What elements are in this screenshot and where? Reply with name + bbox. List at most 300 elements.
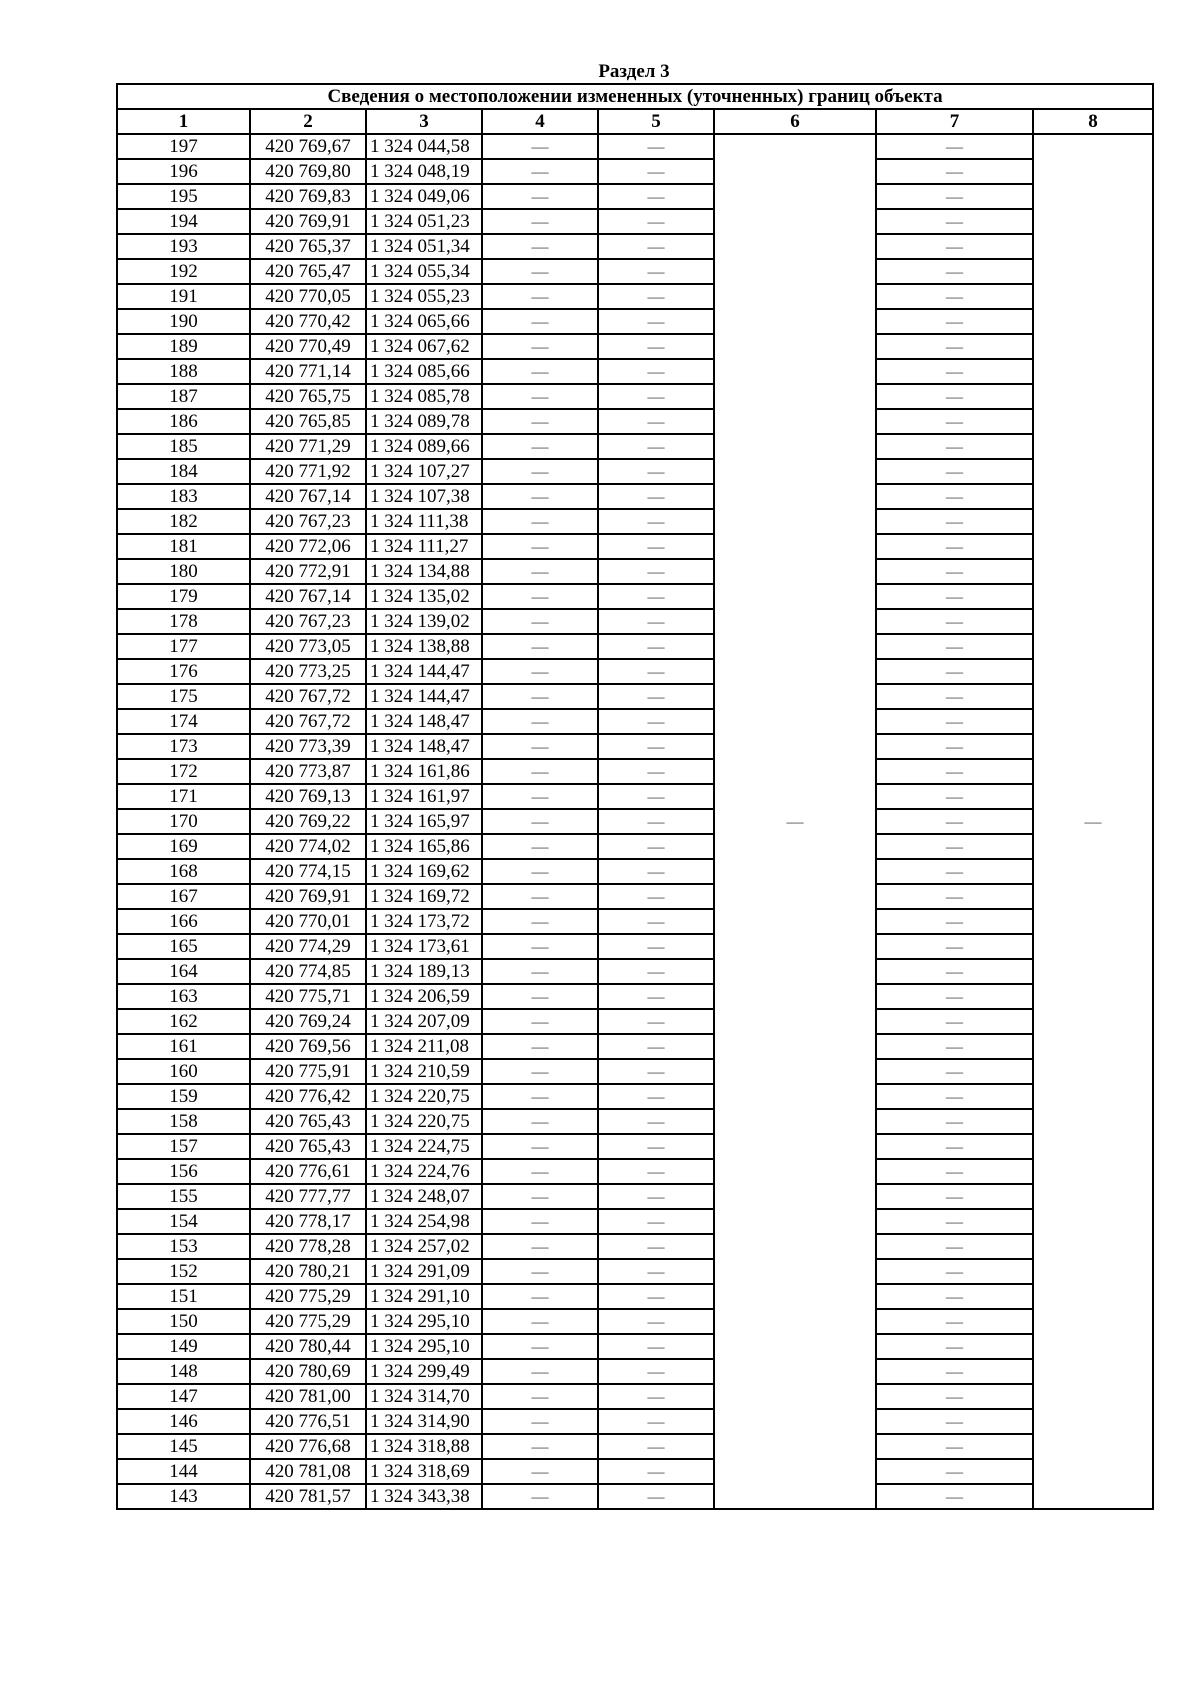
table-row [117, 459, 1153, 484]
point-number-cell: 145 [117, 1434, 250, 1459]
x-coordinate-cell: 420 770,49 [250, 334, 366, 359]
table-row [117, 159, 1153, 184]
table-row [117, 384, 1153, 409]
table-caption: Сведения о местоположении измененных (уточненных) границ объекта [117, 84, 1153, 109]
x-coordinate-cell: 420 781,00 [250, 1384, 366, 1409]
y-coordinate-cell: 1 324 049,06 [366, 184, 482, 209]
table-row [117, 1209, 1153, 1234]
x-coordinate-cell: 420 773,25 [250, 659, 366, 684]
column-5-cell: — [598, 1134, 714, 1159]
x-coordinate-cell: 420 765,85 [250, 409, 366, 434]
column-7-cell: — [876, 509, 1033, 534]
y-coordinate-cell: 1 324 169,62 [366, 859, 482, 884]
column-4-cell: — [482, 709, 598, 734]
column-5-cell: — [598, 184, 714, 209]
column-5-cell: — [598, 359, 714, 384]
x-coordinate-cell: 420 771,92 [250, 459, 366, 484]
y-coordinate-cell: 1 324 089,66 [366, 434, 482, 459]
x-coordinate-cell: 420 765,37 [250, 234, 366, 259]
y-coordinate-cell: 1 324 148,47 [366, 709, 482, 734]
column-5-cell: — [598, 134, 714, 159]
column-7-cell: — [876, 784, 1033, 809]
y-coordinate-cell: 1 324 220,75 [366, 1084, 482, 1109]
point-number-cell: 156 [117, 1159, 250, 1184]
point-number-cell: 147 [117, 1384, 250, 1409]
column-4-cell: — [482, 909, 598, 934]
column-4-cell: — [482, 359, 598, 384]
table-row [117, 1184, 1153, 1209]
y-coordinate-cell: 1 324 051,23 [366, 209, 482, 234]
point-number-cell: 185 [117, 434, 250, 459]
table-row [117, 609, 1153, 634]
point-number-cell: 158 [117, 1109, 250, 1134]
x-coordinate-cell: 420 769,91 [250, 209, 366, 234]
column-7-cell: — [876, 1384, 1033, 1409]
column-7-cell: — [876, 684, 1033, 709]
x-coordinate-cell: 420 780,44 [250, 1334, 366, 1359]
document-page [116, 60, 1152, 1510]
y-coordinate-cell: 1 324 165,97 [366, 809, 482, 834]
column-5-cell: — [598, 634, 714, 659]
point-number-cell: 187 [117, 384, 250, 409]
column-5-cell: — [598, 734, 714, 759]
y-coordinate-cell: 1 324 161,86 [366, 759, 482, 784]
y-coordinate-cell: 1 324 224,76 [366, 1159, 482, 1184]
column-7-cell: — [876, 759, 1033, 784]
column-4-cell: — [482, 1459, 598, 1484]
column-7-cell: — [876, 134, 1033, 159]
point-number-cell: 149 [117, 1334, 250, 1359]
y-coordinate-cell: 1 324 248,07 [366, 1184, 482, 1209]
table-row [117, 284, 1153, 309]
column-5-cell: — [598, 859, 714, 884]
x-coordinate-cell: 420 774,85 [250, 959, 366, 984]
y-coordinate-cell: 1 324 111,38 [366, 509, 482, 534]
table-row [117, 684, 1153, 709]
y-coordinate-cell: 1 324 144,47 [366, 659, 482, 684]
point-number-cell: 188 [117, 359, 250, 384]
column-4-cell: — [482, 809, 598, 834]
y-coordinate-cell: 1 324 189,13 [366, 959, 482, 984]
x-coordinate-cell: 420 769,83 [250, 184, 366, 209]
y-coordinate-cell: 1 324 107,27 [366, 459, 482, 484]
column-5-cell: — [598, 334, 714, 359]
column-7-cell: — [876, 559, 1033, 584]
point-number-cell: 197 [117, 134, 250, 159]
column-4-cell: — [482, 734, 598, 759]
table-row [117, 959, 1153, 984]
x-coordinate-cell: 420 767,23 [250, 609, 366, 634]
y-coordinate-cell: 1 324 135,02 [366, 584, 482, 609]
column-header: 3 [366, 109, 482, 134]
column-7-cell: — [876, 1209, 1033, 1234]
column-7-cell: — [876, 609, 1033, 634]
y-coordinate-cell: 1 324 148,47 [366, 734, 482, 759]
boundaries-table [116, 83, 1154, 1510]
table-row [117, 659, 1153, 684]
column-5-cell: — [598, 784, 714, 809]
point-number-cell: 177 [117, 634, 250, 659]
y-coordinate-cell: 1 324 107,38 [366, 484, 482, 509]
x-coordinate-cell: 420 765,43 [250, 1109, 366, 1134]
point-number-cell: 161 [117, 1034, 250, 1059]
column-5-cell: — [598, 1359, 714, 1384]
column-4-cell: — [482, 1159, 598, 1184]
column-7-cell: — [876, 659, 1033, 684]
y-coordinate-cell: 1 324 048,19 [366, 159, 482, 184]
column-5-cell: — [598, 509, 714, 534]
x-coordinate-cell: 420 780,21 [250, 1259, 366, 1284]
y-coordinate-cell: 1 324 055,34 [366, 259, 482, 284]
column-header: 8 [1033, 109, 1153, 134]
table-row [117, 859, 1153, 884]
point-number-cell: 150 [117, 1309, 250, 1334]
y-coordinate-cell: 1 324 257,02 [366, 1234, 482, 1259]
column-4-cell: — [482, 234, 598, 259]
point-number-cell: 193 [117, 234, 250, 259]
table-row [117, 1384, 1153, 1409]
column-7-cell: — [876, 359, 1033, 384]
x-coordinate-cell: 420 769,91 [250, 884, 366, 909]
table-row [117, 1234, 1153, 1259]
point-number-cell: 157 [117, 1134, 250, 1159]
x-coordinate-cell: 420 774,02 [250, 834, 366, 859]
table-row [117, 259, 1153, 284]
column-7-cell: — [876, 334, 1033, 359]
column-4-cell: — [482, 1484, 598, 1509]
column-5-cell: — [598, 659, 714, 684]
column-7-cell: — [876, 984, 1033, 1009]
point-number-cell: 174 [117, 709, 250, 734]
y-coordinate-cell: 1 324 173,61 [366, 934, 482, 959]
column-7-cell: — [876, 1409, 1033, 1434]
column-4-cell: — [482, 1009, 598, 1034]
point-number-cell: 164 [117, 959, 250, 984]
column-7-cell: — [876, 809, 1033, 834]
x-coordinate-cell: 420 775,29 [250, 1284, 366, 1309]
x-coordinate-cell: 420 778,17 [250, 1209, 366, 1234]
column-5-cell: — [598, 559, 714, 584]
x-coordinate-cell: 420 765,47 [250, 259, 366, 284]
column-5-cell: — [598, 834, 714, 859]
table-row [117, 1109, 1153, 1134]
y-coordinate-cell: 1 324 343,38 [366, 1484, 482, 1509]
column-6-merged-cell: — [714, 134, 876, 1509]
x-coordinate-cell: 420 781,08 [250, 1459, 366, 1484]
column-header: 1 [117, 109, 250, 134]
column-4-cell: — [482, 159, 598, 184]
point-number-cell: 176 [117, 659, 250, 684]
table-row [117, 909, 1153, 934]
column-5-cell: — [598, 884, 714, 909]
table-row [117, 1084, 1153, 1109]
x-coordinate-cell: 420 769,22 [250, 809, 366, 834]
x-coordinate-cell: 420 777,77 [250, 1184, 366, 1209]
column-4-cell: — [482, 309, 598, 334]
column-7-cell: — [876, 284, 1033, 309]
column-7-cell: — [876, 1009, 1033, 1034]
column-4-cell: — [482, 659, 598, 684]
column-7-cell: — [876, 1159, 1033, 1184]
column-5-cell: — [598, 759, 714, 784]
y-coordinate-cell: 1 324 295,10 [366, 1334, 482, 1359]
table-row [117, 834, 1153, 859]
column-4-cell: — [482, 409, 598, 434]
column-7-cell: — [876, 1134, 1033, 1159]
column-5-cell: — [598, 684, 714, 709]
column-5-cell: — [598, 159, 714, 184]
column-5-cell: — [598, 1484, 714, 1509]
y-coordinate-cell: 1 324 044,58 [366, 134, 482, 159]
x-coordinate-cell: 420 770,05 [250, 284, 366, 309]
column-7-cell: — [876, 1084, 1033, 1109]
column-number-row [117, 109, 1153, 134]
column-4-cell: — [482, 884, 598, 909]
y-coordinate-cell: 1 324 318,88 [366, 1434, 482, 1459]
column-5-cell: — [598, 1434, 714, 1459]
column-5-cell: — [598, 1084, 714, 1109]
x-coordinate-cell: 420 767,14 [250, 584, 366, 609]
column-7-cell: — [876, 634, 1033, 659]
table-row [117, 759, 1153, 784]
table-row [117, 234, 1153, 259]
column-5-cell: — [598, 434, 714, 459]
column-4-cell: — [482, 1209, 598, 1234]
column-4-cell: — [482, 1334, 598, 1359]
column-7-cell: — [876, 1034, 1033, 1059]
y-coordinate-cell: 1 324 206,59 [366, 984, 482, 1009]
x-coordinate-cell: 420 769,24 [250, 1009, 366, 1034]
y-coordinate-cell: 1 324 318,69 [366, 1459, 482, 1484]
x-coordinate-cell: 420 774,15 [250, 859, 366, 884]
column-5-cell: — [598, 259, 714, 284]
column-5-cell: — [598, 1409, 714, 1434]
column-5-cell: — [598, 1009, 714, 1034]
x-coordinate-cell: 420 771,14 [250, 359, 366, 384]
column-4-cell: — [482, 1059, 598, 1084]
point-number-cell: 167 [117, 884, 250, 909]
column-5-cell: — [598, 934, 714, 959]
column-4-cell: — [482, 1109, 598, 1134]
point-number-cell: 155 [117, 1184, 250, 1209]
column-7-cell: — [876, 734, 1033, 759]
table-row [117, 559, 1153, 584]
table-row [117, 1059, 1153, 1084]
point-number-cell: 143 [117, 1484, 250, 1509]
column-7-cell: — [876, 184, 1033, 209]
point-number-cell: 182 [117, 509, 250, 534]
column-4-cell: — [482, 1309, 598, 1334]
column-4-cell: — [482, 1184, 598, 1209]
y-coordinate-cell: 1 324 111,27 [366, 534, 482, 559]
x-coordinate-cell: 420 769,67 [250, 134, 366, 159]
point-number-cell: 186 [117, 409, 250, 434]
column-4-cell: — [482, 1134, 598, 1159]
column-7-cell: — [876, 859, 1033, 884]
column-7-cell: — [876, 1184, 1033, 1209]
y-coordinate-cell: 1 324 085,66 [366, 359, 482, 384]
column-header: 5 [598, 109, 714, 134]
point-number-cell: 184 [117, 459, 250, 484]
x-coordinate-cell: 420 781,57 [250, 1484, 366, 1509]
column-4-cell: — [482, 1234, 598, 1259]
x-coordinate-cell: 420 772,06 [250, 534, 366, 559]
point-number-cell: 146 [117, 1409, 250, 1434]
column-7-cell: — [876, 1284, 1033, 1309]
table-row [117, 1359, 1153, 1384]
column-5-cell: — [598, 959, 714, 984]
x-coordinate-cell: 420 767,23 [250, 509, 366, 534]
table-row [117, 1009, 1153, 1034]
column-4-cell: — [482, 634, 598, 659]
y-coordinate-cell: 1 324 085,78 [366, 384, 482, 409]
column-4-cell: — [482, 684, 598, 709]
y-coordinate-cell: 1 324 165,86 [366, 834, 482, 859]
table-row [117, 184, 1153, 209]
point-number-cell: 144 [117, 1459, 250, 1484]
y-coordinate-cell: 1 324 207,09 [366, 1009, 482, 1034]
table-row [117, 1134, 1153, 1159]
point-number-cell: 178 [117, 609, 250, 634]
column-7-cell: — [876, 1059, 1033, 1084]
y-coordinate-cell: 1 324 220,75 [366, 1109, 482, 1134]
column-4-cell: — [482, 1359, 598, 1384]
column-7-cell: — [876, 534, 1033, 559]
column-4-cell: — [482, 759, 598, 784]
column-5-cell: — [598, 1109, 714, 1134]
x-coordinate-cell: 420 767,14 [250, 484, 366, 509]
column-header: 6 [714, 109, 876, 134]
table-row [117, 409, 1153, 434]
x-coordinate-cell: 420 767,72 [250, 684, 366, 709]
table-row [117, 309, 1153, 334]
table-row [117, 1334, 1153, 1359]
point-number-cell: 192 [117, 259, 250, 284]
point-number-cell: 189 [117, 334, 250, 359]
column-7-cell: — [876, 1109, 1033, 1134]
column-7-cell: — [876, 934, 1033, 959]
column-7-cell: — [876, 1259, 1033, 1284]
column-header: 7 [876, 109, 1033, 134]
column-5-cell: — [598, 1184, 714, 1209]
y-coordinate-cell: 1 324 138,88 [366, 634, 482, 659]
point-number-cell: 179 [117, 584, 250, 609]
column-4-cell: — [482, 584, 598, 609]
column-7-cell: — [876, 1434, 1033, 1459]
column-7-cell: — [876, 1359, 1033, 1384]
x-coordinate-cell: 420 773,39 [250, 734, 366, 759]
column-7-cell: — [876, 234, 1033, 259]
column-4-cell: — [482, 334, 598, 359]
point-number-cell: 165 [117, 934, 250, 959]
column-5-cell: — [598, 1209, 714, 1234]
column-5-cell: — [598, 284, 714, 309]
column-4-cell: — [482, 1259, 598, 1284]
column-5-cell: — [598, 459, 714, 484]
column-4-cell: — [482, 1034, 598, 1059]
x-coordinate-cell: 420 773,05 [250, 634, 366, 659]
column-5-cell: — [598, 1159, 714, 1184]
point-number-cell: 160 [117, 1059, 250, 1084]
table-row [117, 1259, 1153, 1284]
column-5-cell: — [598, 584, 714, 609]
table-row [117, 509, 1153, 534]
y-coordinate-cell: 1 324 173,72 [366, 909, 482, 934]
x-coordinate-cell: 420 780,69 [250, 1359, 366, 1384]
table-row [117, 534, 1153, 559]
table-row [117, 934, 1153, 959]
y-coordinate-cell: 1 324 065,66 [366, 309, 482, 334]
y-coordinate-cell: 1 324 295,10 [366, 1309, 482, 1334]
x-coordinate-cell: 420 769,56 [250, 1034, 366, 1059]
point-number-cell: 172 [117, 759, 250, 784]
y-coordinate-cell: 1 324 210,59 [366, 1059, 482, 1084]
x-coordinate-cell: 420 769,13 [250, 784, 366, 809]
table-row [117, 209, 1153, 234]
column-4-cell: — [482, 834, 598, 859]
y-coordinate-cell: 1 324 161,97 [366, 784, 482, 809]
y-coordinate-cell: 1 324 299,49 [366, 1359, 482, 1384]
column-4-cell: — [482, 1284, 598, 1309]
point-number-cell: 196 [117, 159, 250, 184]
column-5-cell: — [598, 909, 714, 934]
y-coordinate-cell: 1 324 291,10 [366, 1284, 482, 1309]
y-coordinate-cell: 1 324 291,09 [366, 1259, 482, 1284]
column-7-cell: — [876, 1484, 1033, 1509]
column-5-cell: — [598, 1334, 714, 1359]
column-7-cell: — [876, 159, 1033, 184]
point-number-cell: 154 [117, 1209, 250, 1234]
x-coordinate-cell: 420 774,29 [250, 934, 366, 959]
column-4-cell: — [482, 559, 598, 584]
x-coordinate-cell: 420 772,91 [250, 559, 366, 584]
column-4-cell: — [482, 859, 598, 884]
column-4-cell: — [482, 984, 598, 1009]
column-4-cell: — [482, 934, 598, 959]
column-4-cell: — [482, 184, 598, 209]
column-7-cell: — [876, 309, 1033, 334]
y-coordinate-cell: 1 324 051,34 [366, 234, 482, 259]
section-title: Раздел 3 [598, 61, 670, 82]
column-5-cell: — [598, 234, 714, 259]
table-row [117, 784, 1153, 809]
column-4-cell: — [482, 1084, 598, 1109]
x-coordinate-cell: 420 767,72 [250, 709, 366, 734]
table-row [117, 334, 1153, 359]
y-coordinate-cell: 1 324 314,70 [366, 1384, 482, 1409]
x-coordinate-cell: 420 776,51 [250, 1409, 366, 1434]
point-number-cell: 194 [117, 209, 250, 234]
point-number-cell: 163 [117, 984, 250, 1009]
column-5-cell: — [598, 484, 714, 509]
column-4-cell: — [482, 1384, 598, 1409]
column-5-cell: — [598, 1059, 714, 1084]
point-number-cell: 159 [117, 1084, 250, 1109]
table-row [117, 484, 1153, 509]
table-row [117, 1409, 1153, 1434]
x-coordinate-cell: 420 775,91 [250, 1059, 366, 1084]
column-4-cell: — [482, 209, 598, 234]
column-5-cell: — [598, 809, 714, 834]
column-4-cell: — [482, 609, 598, 634]
column-5-cell: — [598, 984, 714, 1009]
column-5-cell: — [598, 1384, 714, 1409]
column-4-cell: — [482, 959, 598, 984]
point-number-cell: 170 [117, 809, 250, 834]
y-coordinate-cell: 1 324 134,88 [366, 559, 482, 584]
x-coordinate-cell: 420 770,42 [250, 309, 366, 334]
table-row [117, 884, 1153, 909]
